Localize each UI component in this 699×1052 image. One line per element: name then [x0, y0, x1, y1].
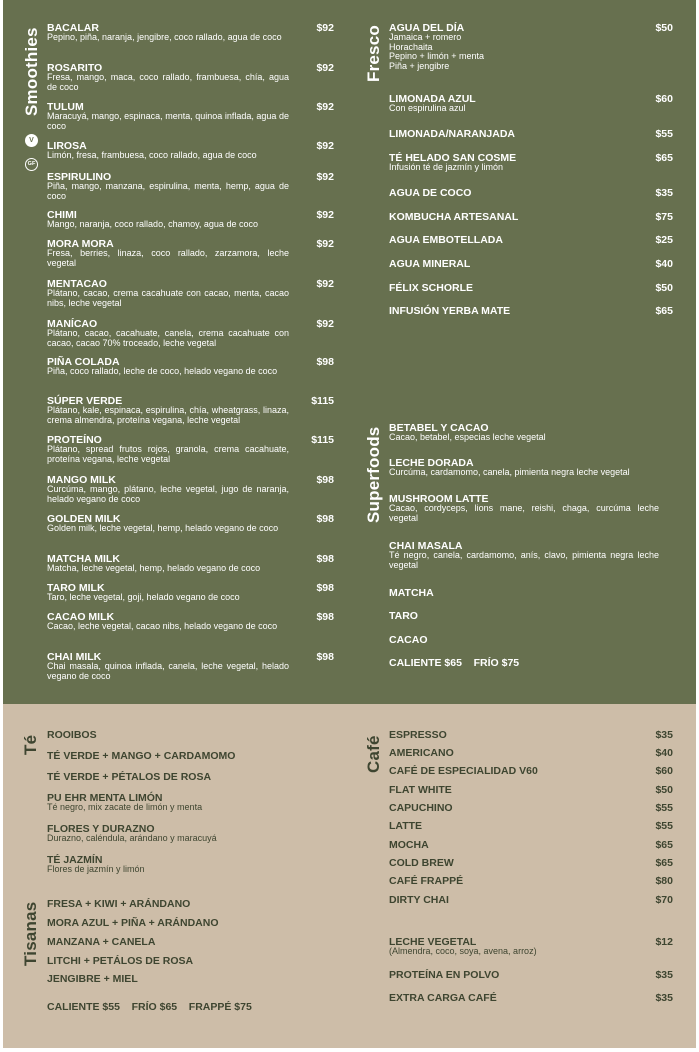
item-description: Cacao, leche vegetal, cacao nibs, helado vegano de coco	[47, 621, 278, 631]
item-price: $98	[316, 356, 334, 368]
item-name: PROTEÍNA EN POLVO	[389, 969, 500, 981]
item-price: $92	[316, 22, 334, 34]
item-price: $65	[655, 152, 673, 164]
item-name: MANÍCAO	[47, 318, 98, 330]
item-name: CACAO MILK	[47, 611, 115, 623]
item-description: Chai masala, quinoa inflada, canela, leche vegetal, helado vegano de coco	[47, 661, 289, 681]
item-description: Horachaita	[389, 41, 433, 52]
item-price: $65	[655, 839, 673, 851]
item-name: FLORES Y DURAZNO	[47, 823, 155, 835]
item-price: $65	[655, 857, 673, 869]
item-price: $25	[655, 234, 673, 246]
smoothies-heading: Smoothies	[22, 27, 41, 116]
item-description: Pepino + limón + menta	[389, 51, 485, 61]
item-name: LATTE	[389, 820, 423, 832]
item-name: TARO MILK	[47, 582, 105, 594]
item-description: Golden milk, leche vegetal, hemp, helado vegano de coco	[47, 523, 279, 533]
item-description: Con espirulina azul	[389, 103, 466, 113]
item-description: Maracuyá, mango, espinaca, menta, quinoa inflada, agua de coco	[47, 111, 289, 131]
item-description: Piña, mango, manzana, espirulina, menta, hemp, agua de coco	[47, 181, 289, 201]
item-description: Té negro, canela, cardamomo, anís, clavo, pimienta negra leche vegetal	[389, 550, 659, 570]
item-price: $92	[316, 278, 334, 290]
item-price: $35	[655, 729, 673, 741]
item-name: MATCHA MILK	[47, 553, 120, 565]
item-price: $80	[655, 875, 673, 887]
item-description: Curcúma, cardamomo, canela, pimienta negra leche vegetal	[389, 467, 630, 477]
item-price: $60	[655, 93, 673, 105]
item-price: $40	[655, 258, 673, 270]
item-description: Piña, coco rallado, leche de coco, helado vegano de coco	[47, 366, 278, 376]
item-name: PROTEÍNO	[47, 434, 102, 446]
item-description: Plátano, kale, espinaca, espirulina, chía, wheatgrass, linaza, crema almendra, proteína vegana, leche vegetal	[47, 405, 289, 425]
item-price: $92	[316, 209, 334, 221]
item-description: Jamaica + romero	[389, 32, 462, 42]
item-description: Plátano, cacao, cacahuate, canela, crema cacahuate con cacao, cacao 70% troceado, leche vegetal	[47, 328, 289, 348]
item-description: Piña + jengibre	[389, 60, 450, 71]
item-name: TÉ VERDE + PÉTALOS DE ROSA	[47, 771, 212, 783]
item-description: Fresa, berries, linaza, coco rallado, zarzamora, leche vegetal	[47, 248, 289, 268]
item-name: TÉ HELADO SAN COSME	[389, 152, 517, 164]
item-description: Mango, naranja, coco rallado, chamoy, agua de coco	[47, 219, 258, 229]
item-price: $55	[655, 128, 673, 140]
tisanas-heading: Tisanas	[21, 901, 40, 966]
item-name: BETABEL Y CACAO	[389, 422, 489, 434]
cafe-heading: Café	[364, 735, 383, 773]
item-price: $92	[316, 318, 334, 330]
item-name: AGUA EMBOTELLADA	[389, 234, 503, 246]
item-name: MOCHA	[389, 839, 429, 851]
item-price: $50	[655, 22, 673, 34]
item-name: AMERICANO	[389, 747, 454, 759]
item-price: $92	[316, 171, 334, 183]
item-name: LIMONADA/NARANJADA	[389, 128, 515, 140]
item-name: BACALAR	[47, 22, 99, 34]
item-name: COLD BREW	[389, 857, 454, 869]
item-name: ESPRESSO	[389, 729, 447, 741]
fresco-heading: Fresco	[364, 25, 383, 82]
item-name: TÉ VERDE + MANGO + CARDAMOMO	[47, 750, 236, 762]
item-description: Durazno, caléndula, arándano y maracuyá	[47, 833, 217, 843]
te-heading: Té	[21, 734, 40, 755]
item-name: FÉLIX SCHORLE	[389, 282, 474, 294]
item-price: $92	[316, 62, 334, 74]
item-name: FLAT WHITE	[389, 784, 452, 796]
item-price: $35	[655, 969, 673, 981]
item-name: EXTRA CARGA CAFÉ	[389, 992, 497, 1004]
item-price: $98	[316, 513, 334, 525]
item-name: KOMBUCHA ARTESANAL	[389, 211, 519, 223]
item-name: AGUA DE COCO	[389, 187, 472, 199]
item-name: MANGO MILK	[47, 474, 116, 486]
item-description: Pepino, piña, naranja, jengibre, coco rallado, agua de coco	[47, 32, 282, 42]
item-price: $40	[655, 747, 673, 759]
item-name: ROOIBOS	[47, 729, 97, 741]
item-name: TULUM	[47, 101, 84, 113]
item-name: PU EHR MENTA LIMÓN	[47, 792, 163, 804]
vegan-badge-icon: V	[25, 134, 38, 147]
item-name: GOLDEN MILK	[47, 513, 121, 525]
menu-item-name: MORA AZUL + PIÑA + ARÁNDANO	[47, 917, 219, 929]
item-description: Taro, leche vegetal, goji, helado vegano de coco	[47, 592, 240, 602]
item-name: MUSHROOM LATTE	[389, 493, 489, 505]
item-price: $35	[655, 992, 673, 1004]
item-price: $92	[316, 238, 334, 250]
item-price: $98	[316, 611, 334, 623]
item-price: $98	[316, 474, 334, 486]
item-description: Limón, fresa, frambuesa, coco rallado, agua de coco	[47, 150, 257, 160]
item-name: MATCHA	[389, 587, 434, 599]
item-price: $98	[316, 553, 334, 565]
item-price: $55	[655, 820, 673, 832]
item-name: ROSARITO	[47, 62, 103, 74]
item-name: LIROSA	[47, 140, 87, 152]
item-description: Cacao, cordyceps, lions mane, reishi, chaga, curcúma leche vegetal	[389, 503, 659, 523]
item-price: $60	[655, 765, 673, 777]
item-description: Cacao, betabel, especias leche vegetal	[389, 432, 546, 442]
item-description: Infusión té de jazmín y limón	[389, 162, 504, 172]
item-name: SÚPER VERDE	[47, 395, 123, 407]
menu-item-name: LITCHI + PETÁLOS DE ROSA	[47, 955, 194, 967]
item-price: $92	[316, 140, 334, 152]
item-name: AGUA DEL DÍA	[389, 22, 465, 34]
item-description: Té negro, mix zacate de limón y menta	[47, 802, 203, 812]
item-name: INFUSIÓN YERBA MATE	[389, 305, 511, 317]
item-name: CHIMI	[47, 209, 77, 221]
item-description: Fresa, mango, maca, coco rallado, frambuesa, chía, agua de coco	[47, 72, 289, 92]
item-name: CHAI MILK	[47, 651, 102, 663]
item-name: MORA MORA	[47, 238, 114, 250]
item-description: Plátano, cacao, crema cacahuate con cacao, menta, cacao nibs, leche vegetal	[47, 288, 289, 308]
item-name: ESPIRULINO	[47, 171, 112, 183]
item-name: MENTACAO	[47, 278, 107, 290]
superfoods-heading: Superfoods	[364, 426, 383, 523]
item-name: CAPUCHINO	[389, 802, 453, 814]
item-price: $35	[655, 187, 673, 199]
item-name: LECHE VEGETAL	[389, 936, 477, 948]
item-name: CACAO	[389, 634, 428, 646]
item-description: Plátano, spread frutos rojos, granola, crema cacahuate, proteína vegana, leche vegetal	[47, 444, 289, 464]
tisanas-price-line: CALIENTE $55 FRÍO $65 FRAPPÉ $75	[47, 1001, 252, 1013]
item-name: TÉ JAZMÍN	[47, 854, 103, 866]
item-name: CAFÉ FRAPPÉ	[389, 875, 464, 887]
item-name: AGUA MINERAL	[389, 258, 471, 270]
item-price: $98	[316, 582, 334, 594]
item-price: $50	[655, 784, 673, 796]
item-name: PIÑA COLADA	[47, 356, 120, 368]
item-name: CHAI MASALA	[389, 540, 463, 552]
item-description: Matcha, leche vegetal, hemp, helado vegano de coco	[47, 563, 261, 573]
menu-item-name: JENGIBRE + MIEL	[47, 973, 138, 985]
item-name: TARO	[389, 610, 418, 622]
item-description: Curcúma, mango, plátano, leche vegetal, jugo de naranja, helado vegano de coco	[47, 484, 289, 504]
item-price: $92	[316, 101, 334, 113]
gluten-free-badge-icon: GF	[25, 158, 38, 171]
item-price: $65	[655, 305, 673, 317]
item-name: LIMONADA AZUL	[389, 93, 476, 105]
item-price: $12	[655, 936, 673, 948]
menu-item-name: FRESA + KIWI + ARÁNDANO	[47, 898, 191, 910]
item-price: $70	[655, 894, 673, 906]
item-price: $75	[655, 211, 673, 223]
item-price: $115	[311, 434, 334, 446]
item-name: LECHE DORADA	[389, 457, 474, 469]
item-name: DIRTY CHAI	[389, 894, 449, 906]
menu-item-name: MANZANA + CANELA	[47, 936, 156, 948]
superfoods-price-line: CALIENTE $65 FRÍO $75	[389, 657, 520, 669]
item-description: Flores de jazmín y limón	[47, 864, 145, 874]
item-price: $55	[655, 802, 673, 814]
item-price: $98	[316, 651, 334, 663]
item-price: $50	[655, 282, 673, 294]
item-name: CAFÉ DE ESPECIALIDAD V60	[389, 765, 538, 777]
item-price: $115	[311, 395, 334, 407]
item-description: (Almendra, coco, soya, avena, arroz)	[389, 946, 537, 956]
